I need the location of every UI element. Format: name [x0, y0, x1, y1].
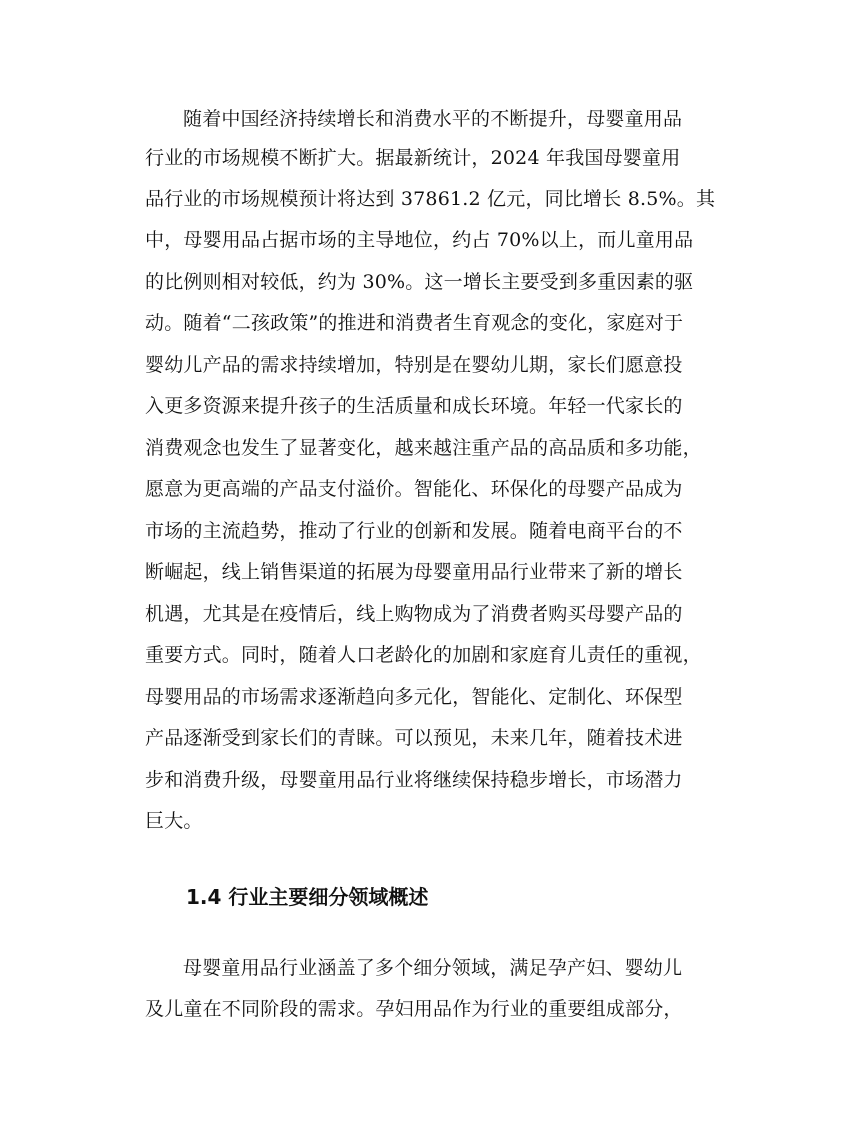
text-line: 产品逐渐受到家长们的青睐。可以预见，未来几年，随着技术进: [145, 727, 683, 749]
text-line: 步和消费升级，母婴童用品行业将继续保持稳步增长，市场潜力: [145, 769, 683, 791]
text-line: 重要方式。同时，随着人口老龄化的加剧和家庭育儿责任的重视，: [145, 644, 702, 666]
text-line: 母婴童用品行业涵盖了多个细分领域，满足孕产妇、婴幼儿: [183, 957, 683, 979]
text-line: 的比例则相对较低，约为 30%。这一增长主要受到多重因素的驱: [145, 271, 694, 293]
text-line: 断崛起，线上销售渠道的拓展为母婴童用品行业带来了新的增长: [145, 561, 683, 583]
text-line: 行业的市场规模不断扩大。据最新统计，2024 年我国母婴童用: [145, 147, 681, 169]
text-line: 及儿童在不同阶段的需求。孕妇用品作为行业的重要组成部分，: [145, 998, 683, 1020]
text-line: 市场的主流趋势，推动了行业的创新和发展。随着电商平台的不: [145, 520, 683, 542]
text-line: 入更多资源来提升孩子的生活质量和成长环境。年轻一代家长的: [145, 395, 683, 417]
text-line: 母婴用品的市场需求逐渐趋向多元化，智能化、定制化、环保型: [145, 686, 683, 708]
text-line: 品行业的市场规模预计将达到 37861.2 亿元，同比增长 8.5%。其: [145, 188, 716, 210]
text-line: 婴幼儿产品的需求持续增加，特别是在婴幼儿期，家长们愿意投: [145, 354, 683, 376]
text-line: 消费观念也发生了显著变化，越来越注重产品的高品质和多功能，: [145, 437, 702, 459]
text-line: 动。随着“二孩政策”的推进和消费者生育观念的变化，家庭对于: [145, 312, 684, 334]
text-line: 中，母婴用品占据市场的主导地位，约占 70%以上，而儿童用品: [145, 229, 694, 251]
section-heading: 1.4 行业主要细分领域概述: [186, 885, 429, 909]
text-line: 愿意为更高端的产品支付溢价。智能化、环保化的母婴产品成为: [145, 478, 683, 500]
text-line: 随着中国经济持续增长和消费水平的不断提升，母婴童用品: [183, 108, 683, 130]
text-line: 巨大。: [145, 810, 203, 832]
text-line: 机遇，尤其是在疫情后，线上购物成为了消费者购买母婴产品的: [145, 603, 683, 625]
